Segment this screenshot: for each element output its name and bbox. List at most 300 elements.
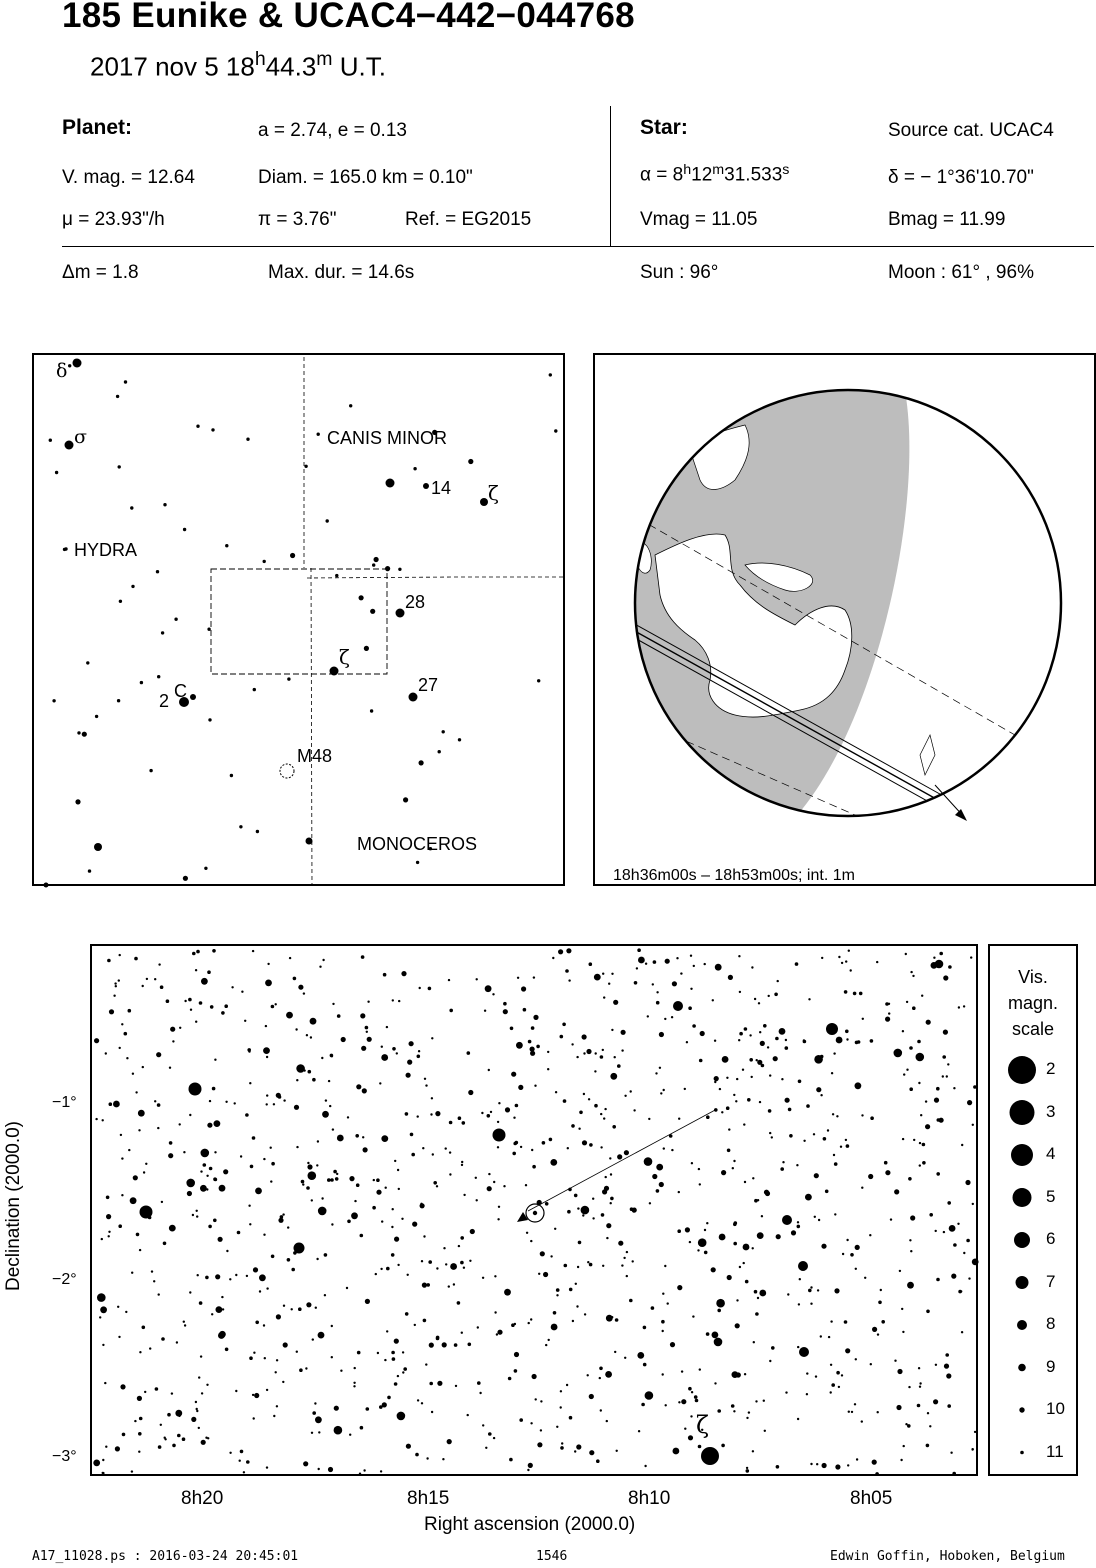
detail-star xyxy=(878,1301,882,1305)
detail-star xyxy=(108,1235,110,1237)
finder-star xyxy=(117,699,120,702)
star-label-14: 14 xyxy=(431,478,452,498)
detail-star xyxy=(296,1146,298,1148)
detail-star xyxy=(841,962,843,964)
page-title: 185 Eunike & UCAC4−442−044768 xyxy=(62,0,635,35)
finder-star xyxy=(190,694,196,700)
detail-star xyxy=(970,956,972,958)
y-tick-label: −3° xyxy=(52,1448,77,1465)
detail-star xyxy=(569,1288,573,1292)
detail-star xyxy=(946,1373,951,1378)
detail-star xyxy=(337,1135,344,1142)
detail-star xyxy=(475,1177,477,1179)
detail-star xyxy=(243,1471,245,1473)
detail-star xyxy=(270,1147,272,1149)
detail-star xyxy=(530,1240,532,1242)
detail-star xyxy=(528,1322,530,1324)
detail-star xyxy=(606,1420,608,1422)
detail-star xyxy=(872,1327,877,1332)
star-label-28: 28 xyxy=(405,592,426,612)
planet-orbit: a = 2.74, e = 0.13 xyxy=(258,120,407,141)
detail-star xyxy=(686,1041,688,1043)
detail-star xyxy=(880,1289,882,1291)
detail-star xyxy=(732,1167,734,1169)
detail-star xyxy=(602,1265,604,1267)
detail-star xyxy=(353,1385,355,1387)
detail-star xyxy=(206,1175,208,1177)
detail-star xyxy=(134,957,138,961)
detail-star xyxy=(542,1141,546,1145)
detail-star xyxy=(647,1015,649,1017)
detail-star xyxy=(254,1393,259,1398)
detail-star xyxy=(612,1125,616,1129)
detail-star xyxy=(460,1236,464,1240)
detail-star xyxy=(606,1223,611,1228)
detail-star xyxy=(945,1353,949,1357)
detail-star xyxy=(531,1149,533,1151)
detail-star xyxy=(130,1197,137,1204)
star-label-delta: δ xyxy=(56,360,68,382)
detail-star xyxy=(797,1225,801,1229)
detail-star xyxy=(717,1309,721,1313)
detail-star xyxy=(601,1213,605,1217)
detail-star xyxy=(699,1059,703,1063)
detail-star xyxy=(589,1394,594,1399)
magnitude-scale-dot xyxy=(1018,1364,1026,1372)
detail-star xyxy=(587,1261,589,1263)
star-label-zeta: ζ xyxy=(488,481,499,505)
detail-star xyxy=(249,1082,251,1084)
detail-star xyxy=(711,1267,716,1272)
detail-star xyxy=(318,1207,327,1216)
finder-star xyxy=(374,557,379,562)
finder-star xyxy=(116,395,119,398)
detail-area-rectangle xyxy=(211,569,387,674)
detail-star xyxy=(296,1351,298,1353)
detail-star xyxy=(803,1140,805,1142)
detail-star xyxy=(195,1021,197,1023)
finder-star xyxy=(549,373,552,376)
detail-chart xyxy=(90,944,978,1476)
detail-star xyxy=(588,1098,590,1100)
finder-star xyxy=(359,595,364,600)
detail-star xyxy=(665,959,670,964)
detail-star xyxy=(726,1106,730,1110)
detail-star xyxy=(877,1333,879,1335)
detail-star xyxy=(949,1225,956,1232)
detail-star xyxy=(664,1265,666,1267)
detail-star xyxy=(115,1446,120,1451)
detail-star xyxy=(816,1087,821,1092)
detail-star xyxy=(948,965,952,969)
detail-star xyxy=(533,1015,538,1020)
detail-star xyxy=(468,1343,472,1347)
detail-star xyxy=(121,1194,123,1196)
detail-star xyxy=(508,1377,512,1381)
detail-star xyxy=(419,987,421,989)
detail-star xyxy=(249,1356,253,1360)
detail-star xyxy=(768,1109,772,1113)
detail-star xyxy=(312,1411,316,1415)
detail-star xyxy=(196,1210,198,1212)
detail-star xyxy=(206,1384,208,1386)
detail-star xyxy=(602,1189,607,1194)
detail-star xyxy=(328,1467,333,1472)
detail-star xyxy=(218,1237,223,1242)
legend-title-line: scale xyxy=(1011,1019,1055,1039)
detail-star xyxy=(877,1411,879,1413)
detail-star xyxy=(616,1450,618,1452)
detail-star xyxy=(436,1336,440,1340)
detail-star xyxy=(754,1290,758,1294)
detail-star xyxy=(278,1218,283,1223)
detail-star xyxy=(845,1139,847,1141)
detail-star xyxy=(442,1458,444,1460)
detail-star xyxy=(196,950,200,954)
detail-star xyxy=(160,1424,162,1426)
detail-star xyxy=(461,1161,463,1163)
detail-star xyxy=(830,1391,832,1393)
detail-star xyxy=(135,1091,137,1093)
detail-star xyxy=(854,1403,856,1405)
detail-star xyxy=(818,1219,820,1221)
detail-star xyxy=(406,1444,411,1449)
detail-star xyxy=(530,1422,532,1424)
detail-star xyxy=(540,1251,545,1256)
detail-star xyxy=(763,1024,767,1028)
detail-star xyxy=(163,1242,167,1246)
detail-star xyxy=(329,1105,331,1107)
detail-star xyxy=(322,1111,329,1118)
occulted-star xyxy=(533,1211,537,1215)
detail-star xyxy=(908,1386,910,1388)
finder-star xyxy=(349,404,352,407)
detail-star xyxy=(926,1020,931,1025)
planet-reference: Ref. = EG2015 xyxy=(405,209,532,230)
detail-star xyxy=(366,1407,370,1411)
detail-star xyxy=(516,1042,523,1049)
x-tick-label: 8h20 xyxy=(181,1488,224,1509)
detail-star xyxy=(785,1039,787,1041)
detail-star xyxy=(606,1237,608,1239)
detail-star xyxy=(926,1444,930,1448)
finder-star xyxy=(386,479,395,488)
detail-star xyxy=(494,1311,496,1313)
detail-star xyxy=(417,1399,419,1401)
detail-star xyxy=(716,1299,725,1308)
detail-star xyxy=(719,1088,721,1090)
detail-star xyxy=(431,1097,433,1099)
detail-star xyxy=(346,1287,348,1289)
detail-star xyxy=(868,1174,873,1179)
detail-star xyxy=(572,1320,574,1322)
detail-star xyxy=(621,1264,623,1266)
detail-star xyxy=(936,1087,940,1091)
detail-star xyxy=(855,1082,862,1089)
detail-star xyxy=(436,1267,438,1269)
detail-star xyxy=(963,1252,965,1254)
detail-star xyxy=(896,1405,901,1410)
finder-star xyxy=(86,661,89,664)
detail-star xyxy=(462,1121,466,1125)
detail-star xyxy=(613,1000,618,1005)
finder-star xyxy=(157,675,160,678)
detail-star xyxy=(177,1434,181,1438)
detail-star xyxy=(488,1069,490,1071)
detail-star xyxy=(417,1115,419,1117)
detail-star xyxy=(286,1012,293,1019)
detail-star xyxy=(448,1285,450,1287)
sun-distance: Sun : 96° xyxy=(640,262,719,283)
detail-star xyxy=(386,1330,388,1332)
detail-star xyxy=(418,1050,420,1052)
finder-star xyxy=(55,471,58,474)
cluster-symbol xyxy=(280,764,294,778)
detail-star xyxy=(690,1415,692,1417)
detail-star xyxy=(155,1387,159,1391)
detail-star xyxy=(610,1197,614,1201)
star-heading: Star: xyxy=(640,116,688,139)
detail-star xyxy=(566,1384,568,1386)
detail-star xyxy=(910,1250,912,1252)
detail-star xyxy=(681,1399,686,1404)
detail-star xyxy=(958,1006,960,1008)
detail-star xyxy=(939,952,943,956)
detail-star xyxy=(754,998,756,1000)
detail-star xyxy=(106,1196,110,1200)
detail-star xyxy=(698,1238,707,1247)
magnitude-scale-label: 10 xyxy=(1046,1399,1065,1418)
detail-star xyxy=(621,1030,626,1035)
detail-star xyxy=(808,998,810,1000)
detail-star xyxy=(746,1467,748,1469)
finder-star xyxy=(416,861,419,864)
detail-star xyxy=(354,1367,356,1369)
detail-star xyxy=(567,1210,571,1214)
detail-star xyxy=(493,1129,506,1142)
detail-star xyxy=(810,1303,812,1305)
finder-star-field xyxy=(44,359,558,888)
detail-star xyxy=(624,1357,626,1359)
detail-star xyxy=(450,1263,457,1270)
detail-star xyxy=(206,1188,208,1190)
detail-star xyxy=(589,962,593,966)
detail-star xyxy=(827,1129,829,1131)
detail-star xyxy=(252,1136,256,1140)
detail-star xyxy=(109,1102,113,1106)
detail-star xyxy=(226,1250,228,1252)
detail-star xyxy=(803,1039,805,1041)
detail-star xyxy=(266,1103,268,1105)
detail-star xyxy=(576,1444,581,1449)
detail-star xyxy=(435,1111,440,1116)
detail-star xyxy=(271,1255,275,1259)
detail-star xyxy=(252,950,254,952)
detail-star xyxy=(312,1338,314,1340)
detail-star xyxy=(423,1319,427,1323)
planet-parallax: π = 3.76" xyxy=(258,209,337,230)
detail-star xyxy=(461,1164,463,1166)
detail-star xyxy=(493,1181,495,1183)
detail-star xyxy=(120,1384,125,1389)
detail-star xyxy=(401,971,406,976)
detail-star xyxy=(510,1027,514,1031)
detail-star xyxy=(246,1275,248,1277)
detail-star xyxy=(798,1080,802,1084)
detail-star xyxy=(144,1391,146,1393)
detail-star xyxy=(652,983,654,985)
detail-star xyxy=(656,1164,663,1171)
magnitude-scale-dot xyxy=(1020,1451,1024,1455)
detail-star xyxy=(742,1069,744,1071)
finder-star xyxy=(287,677,290,680)
detail-star xyxy=(782,1161,784,1163)
detail-star xyxy=(214,1120,221,1127)
detail-star xyxy=(782,1215,792,1225)
detail-star xyxy=(467,1051,471,1055)
x-tick-label: 8h05 xyxy=(850,1488,893,1509)
detail-star xyxy=(678,1191,680,1193)
magnitude-scale-dot xyxy=(1008,1056,1036,1084)
detail-star xyxy=(582,1140,587,1145)
detail-star xyxy=(564,1264,568,1268)
detail-star xyxy=(503,1185,505,1187)
detail-star xyxy=(678,1401,680,1403)
finder-star xyxy=(326,519,329,522)
detail-star xyxy=(583,1052,585,1054)
detail-star xyxy=(109,1009,114,1014)
detail-star xyxy=(266,1466,268,1468)
detail-star xyxy=(455,1385,457,1387)
detail-star xyxy=(229,1278,231,1280)
detail-star xyxy=(533,976,535,978)
detail-star xyxy=(250,1165,254,1169)
detail-star xyxy=(594,974,601,981)
detail-star xyxy=(609,1157,611,1159)
detail-star xyxy=(584,1313,586,1315)
detail-star xyxy=(568,979,570,981)
detail-star xyxy=(814,1216,816,1218)
detail-star xyxy=(198,1427,200,1429)
detail-star xyxy=(249,1223,251,1225)
detail-star xyxy=(403,1367,407,1371)
detail-star xyxy=(781,1078,783,1080)
detail-star xyxy=(417,1055,421,1059)
detail-star xyxy=(496,1333,498,1335)
detail-star xyxy=(189,1114,191,1116)
detail-star xyxy=(799,1347,809,1357)
detail-star xyxy=(671,1149,673,1151)
detail-star xyxy=(139,1351,141,1353)
detail-star xyxy=(920,1114,922,1116)
detail-star xyxy=(494,1275,496,1277)
detail-star xyxy=(266,1056,268,1058)
detail-star xyxy=(289,957,291,959)
detail-star xyxy=(574,1450,576,1452)
detail-star xyxy=(212,1087,216,1091)
finder-star xyxy=(207,628,210,631)
detail-star xyxy=(917,1040,921,1044)
detail-star xyxy=(128,1149,130,1151)
detail-star xyxy=(531,1026,535,1030)
detail-star xyxy=(943,975,948,980)
detail-star xyxy=(771,1346,775,1350)
detail-star xyxy=(957,1223,959,1225)
detail-star xyxy=(605,1371,612,1378)
detail-star xyxy=(951,1274,956,1279)
finder-star xyxy=(239,825,242,828)
detail-star xyxy=(562,1023,566,1027)
detail-star xyxy=(527,1469,529,1471)
detail-star xyxy=(909,1046,913,1050)
detail-star xyxy=(662,1373,664,1375)
detail-star xyxy=(963,1005,965,1007)
detail-star xyxy=(875,1472,879,1476)
detail-star xyxy=(842,1253,844,1255)
finder-star xyxy=(174,618,177,621)
detail-star xyxy=(102,1344,104,1346)
detail-star xyxy=(137,1396,142,1401)
detail-star xyxy=(363,1147,368,1152)
detail-star xyxy=(136,1233,140,1237)
detail-star xyxy=(739,1266,741,1268)
detail-star xyxy=(764,1190,769,1195)
detail-star xyxy=(589,1450,594,1455)
finder-star xyxy=(140,681,143,684)
detail-star xyxy=(149,1347,151,1349)
detail-star xyxy=(409,1041,414,1046)
detail-star xyxy=(626,1251,628,1253)
detail-star xyxy=(927,1412,929,1414)
footer-page-number: 1546 xyxy=(536,1549,568,1564)
detail-star xyxy=(525,1184,527,1186)
detail-star xyxy=(134,1420,136,1422)
detail-star xyxy=(690,955,692,957)
detail-star xyxy=(777,980,779,982)
detail-star xyxy=(846,1144,850,1148)
detail-star xyxy=(836,1371,840,1375)
detail-star xyxy=(738,955,740,957)
detail-star xyxy=(504,1289,511,1296)
detail-star xyxy=(820,1094,822,1096)
finder-star xyxy=(225,544,228,547)
detail-star xyxy=(689,1241,691,1243)
detail-star xyxy=(196,1410,198,1412)
detail-star xyxy=(894,1189,899,1194)
detail-star xyxy=(688,1387,692,1391)
detail-star xyxy=(143,1171,145,1173)
detail-star xyxy=(303,1069,305,1071)
detail-star xyxy=(565,969,569,973)
detail-star xyxy=(334,1426,343,1435)
detail-star xyxy=(167,1413,171,1417)
detail-star xyxy=(224,1004,228,1008)
detail-star xyxy=(617,1154,622,1159)
detail-star xyxy=(530,1047,535,1052)
detail-star xyxy=(133,1175,138,1180)
detail-star xyxy=(856,1458,858,1460)
detail-star xyxy=(575,1283,577,1285)
detail-star xyxy=(255,1321,259,1325)
detail-star xyxy=(558,949,563,954)
detail-star xyxy=(115,985,117,987)
detail-star xyxy=(643,1326,647,1330)
detail-star xyxy=(158,963,160,965)
detail-star xyxy=(912,975,914,977)
detail-star xyxy=(733,1223,737,1227)
detail-star xyxy=(806,1393,808,1395)
detail-star xyxy=(316,1164,318,1166)
